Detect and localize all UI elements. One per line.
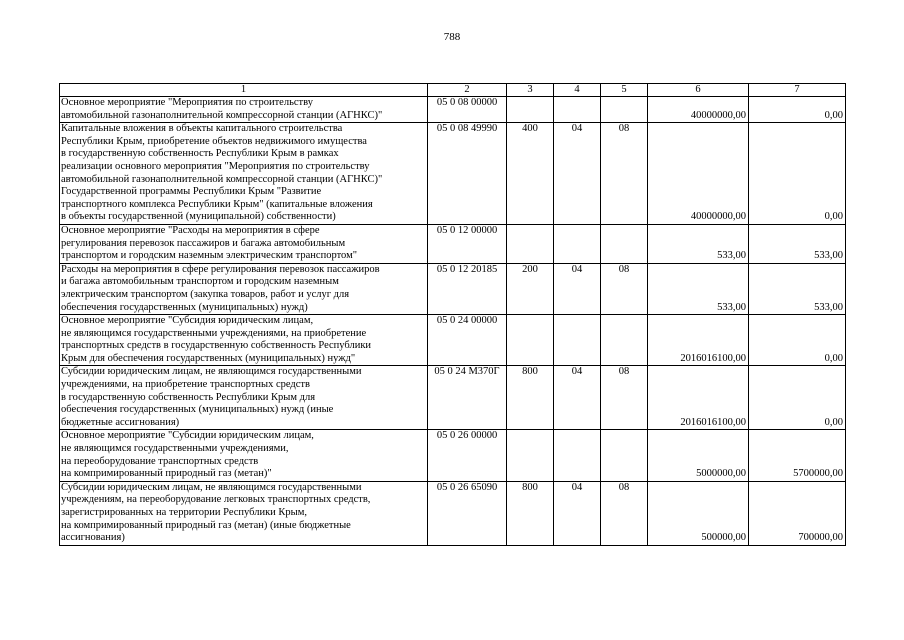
row-code: 05 0 24 00000	[428, 315, 507, 366]
row-amount-6: 500000,00	[648, 481, 749, 545]
row-code: 05 0 24 М370Г	[428, 366, 507, 430]
row-amount-6: 533,00	[648, 224, 749, 263]
row-expense-type: 200	[507, 263, 554, 314]
table-row	[60, 481, 846, 545]
row-amount-7: 5700000,00	[749, 430, 846, 481]
row-section	[554, 315, 601, 366]
table-row	[60, 430, 846, 481]
row-amount-7: 0,00	[749, 315, 846, 366]
row-amount-6: 2016016100,00	[648, 366, 749, 430]
row-subsection: 08	[601, 263, 648, 314]
row-section: 04	[554, 366, 601, 430]
row-subsection	[601, 97, 648, 123]
table-row	[60, 315, 846, 366]
row-code: 05 0 12 00000	[428, 224, 507, 263]
page-number: 788	[443, 31, 461, 43]
row-amount-6: 40000000,00	[648, 97, 749, 123]
row-subsection: 08	[601, 481, 648, 545]
row-expense-type: 800	[507, 366, 554, 430]
row-description: Основное мероприятие "Субсидии юридическим лицам, не являющимся государственными учреждениями, на переоборудование транспортных средств на компримированный природный газ (метан)"	[60, 430, 428, 481]
row-code: 05 0 08 00000	[428, 97, 507, 123]
row-expense-type: 400	[507, 123, 554, 225]
header-col-1: 1	[60, 84, 428, 97]
table-row	[60, 366, 846, 430]
row-amount-6: 40000000,00	[648, 123, 749, 225]
row-expense-type	[507, 224, 554, 263]
row-expense-type	[507, 315, 554, 366]
row-subsection	[601, 224, 648, 263]
row-section	[554, 224, 601, 263]
row-amount-7: 533,00	[749, 263, 846, 314]
row-subsection: 08	[601, 123, 648, 225]
row-code: 05 0 26 65090	[428, 481, 507, 545]
row-description: Субсидии юридическим лицам, не являющимся государственными учреждениями, на приобретение транспортных средств в государственную собственность Республики Крым для обеспечения государственных (муниципальных) нужд (иные бюджетные ассигнования)	[60, 366, 428, 430]
row-expense-type	[507, 97, 554, 123]
row-amount-7: 700000,00	[749, 481, 846, 545]
header-col-6: 6	[648, 84, 749, 97]
row-subsection	[601, 315, 648, 366]
row-description: Основное мероприятие "Субсидия юридическим лицам, не являющимся государственными учреждениями, на приобретение транспортных средств в государственную собственность Республики Крым для обеспечения государственных (муниципальных) нужд"	[60, 315, 428, 366]
row-code: 05 0 12 20185	[428, 263, 507, 314]
row-code: 05 0 08 49990	[428, 123, 507, 225]
row-subsection: 08	[601, 366, 648, 430]
row-description: Расходы на мероприятия в сфере регулирования перевозок пассажиров и багажа автомобильным транспортом и городским наземным электрическим транспортом (закупка товаров, работ и услуг для обеспечения государственных (муниципальных) нужд)	[60, 263, 428, 314]
header-row	[60, 84, 846, 97]
row-section: 04	[554, 481, 601, 545]
table-row	[60, 97, 846, 123]
header-col-5: 5	[601, 84, 648, 97]
row-description: Субсидии юридическим лицам, не являющимся государственными учреждениям, на переоборудование легковых транспортных средств, зарегистрированных на территории Республики Крым, на компримированный природный газ (метан) (иные бюджетные ассигнования)	[60, 481, 428, 545]
row-amount-7: 0,00	[749, 97, 846, 123]
row-description: Основное мероприятие "Мероприятия по строительству автомобильной газонаполнительной компрессорной станции (АГНКС)"	[60, 97, 428, 123]
row-amount-6: 533,00	[648, 263, 749, 314]
row-section: 04	[554, 123, 601, 225]
row-expense-type	[507, 430, 554, 481]
row-description: Основное мероприятие "Расходы на мероприятия в сфере регулирования перевозок пассажиров и багажа автомобильным транспортом и городским наземным электрическим транспортом"	[60, 224, 428, 263]
row-amount-6: 2016016100,00	[648, 315, 749, 366]
row-section	[554, 430, 601, 481]
header-col-3: 3	[507, 84, 554, 97]
row-amount-7: 0,00	[749, 366, 846, 430]
table-row	[60, 263, 846, 314]
row-code: 05 0 26 00000	[428, 430, 507, 481]
row-amount-7: 0,00	[749, 123, 846, 225]
header-col-7: 7	[749, 84, 846, 97]
row-amount-7: 533,00	[749, 224, 846, 263]
row-expense-type: 800	[507, 481, 554, 545]
table-row	[60, 123, 846, 225]
row-section	[554, 97, 601, 123]
header-col-2: 2	[428, 84, 507, 97]
row-amount-6: 5000000,00	[648, 430, 749, 481]
row-subsection	[601, 430, 648, 481]
budget-table	[59, 83, 846, 546]
row-description: Капитальные вложения в объекты капитального строительства Республики Крым, приобретение объектов недвижимого имущества в государственную собственность Республики Крым в рамках реализации основного мероприятия "Мероприятия по строительству автомобильной газонаполнительной компрессорной станции (АГНКС)" Государственной программы Республики Крым "Развитие транспортного комплекса Республики Крым" (капитальные вложения в объекты государственной (муниципальной) собственности)	[60, 123, 428, 225]
row-section: 04	[554, 263, 601, 314]
table-row	[60, 224, 846, 263]
header-col-4: 4	[554, 84, 601, 97]
